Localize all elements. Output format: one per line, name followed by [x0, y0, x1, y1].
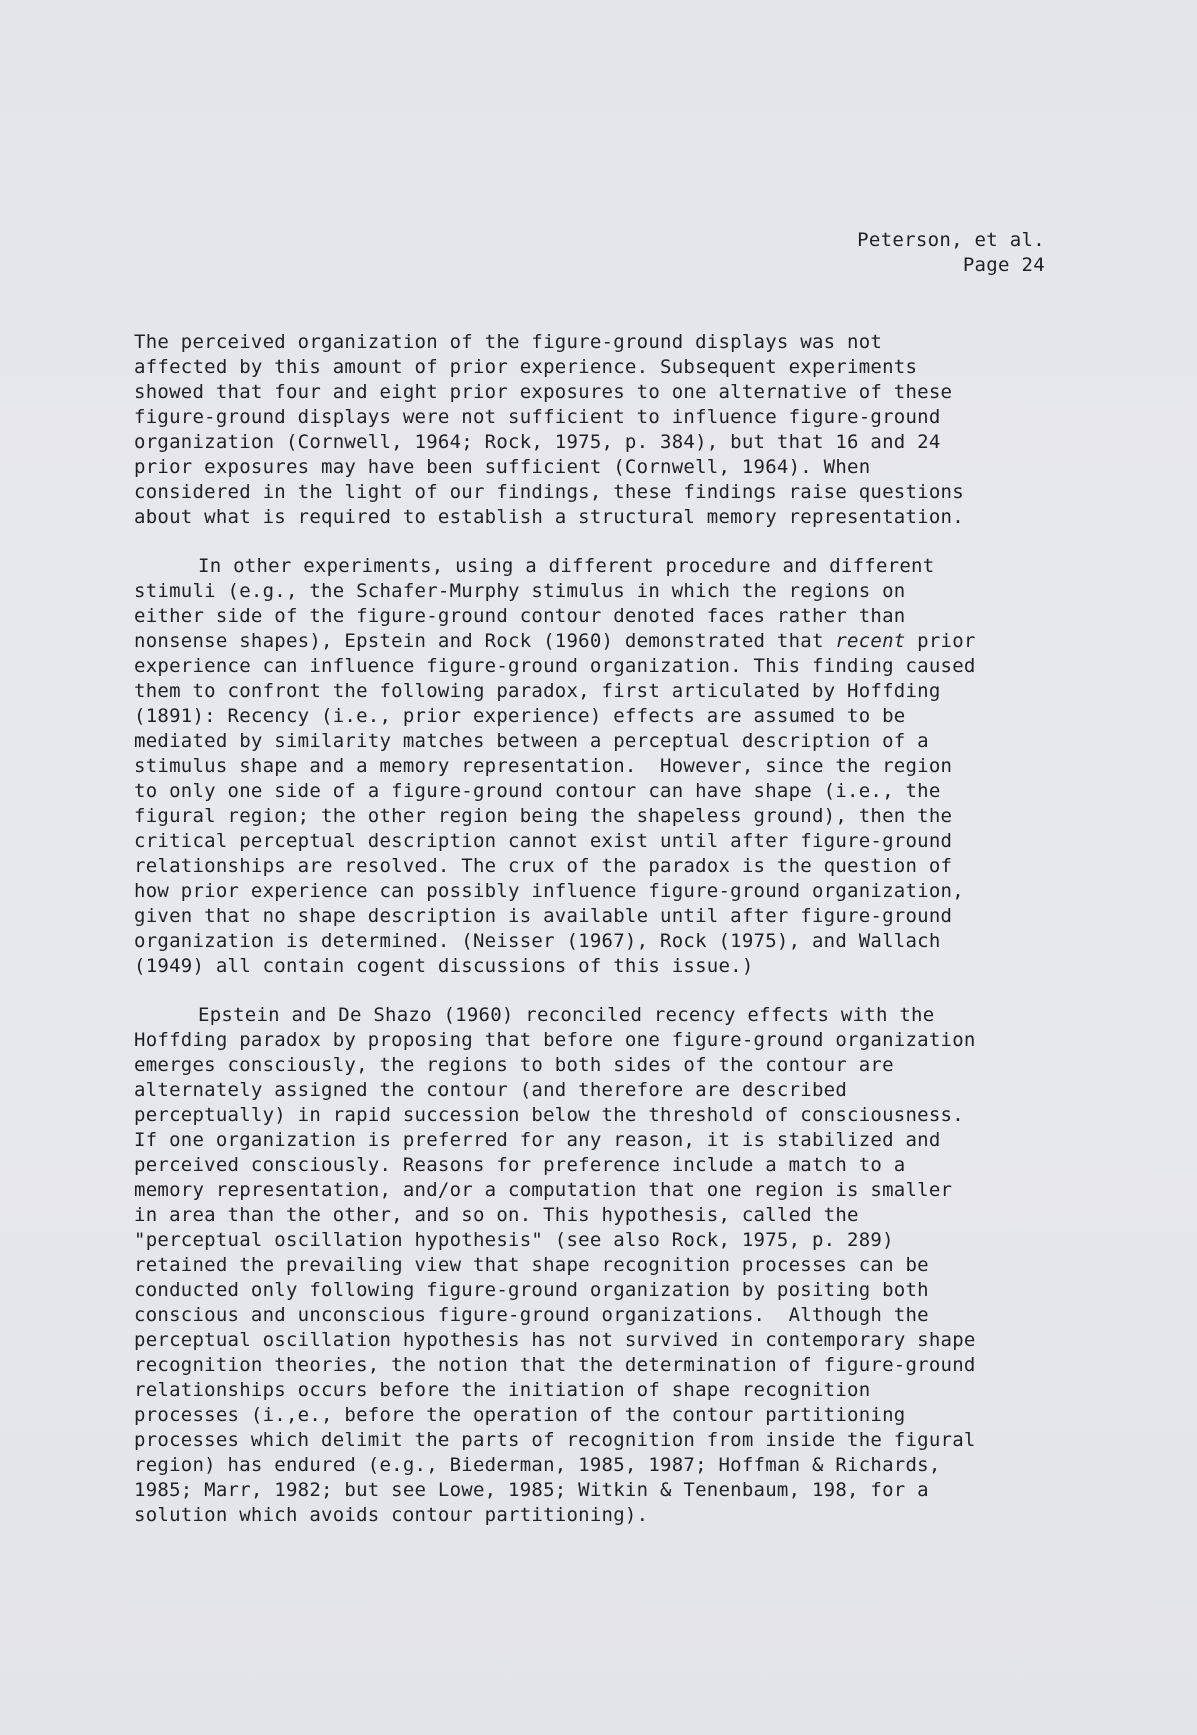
text-line: in area than the other, and so on. This hypothesis, called the: [134, 1204, 859, 1226]
text-line: emerges consciously, the regions to both sides of the contour are: [134, 1054, 894, 1076]
text-line: experience can influence figure-ground organization. This finding caused: [134, 655, 976, 677]
emphasis-text: recent: [835, 630, 906, 652]
text-line: prior exposures may have been sufficient (Cornwell, 1964). When: [134, 456, 871, 478]
text-line: critical perceptual description cannot exist until after figure-ground: [134, 830, 953, 852]
text-line: If one organization is preferred for any reason, it is stabilized and: [134, 1129, 941, 1151]
text-line: to only one side of a figure-ground contour can have shape (i.e., the: [134, 780, 941, 802]
text-line: affected by this amount of prior experience. Subsequent experiments: [134, 356, 918, 378]
header-page-number: Page 24: [962, 254, 1045, 276]
text-line: about what is required to establish a structural memory representation.: [134, 506, 964, 528]
text-line: relationships are resolved. The crux of the paradox is the question of: [134, 855, 953, 877]
text-line: "perceptual oscillation hypothesis" (see also Rock, 1975, p. 289): [134, 1229, 894, 1251]
text-line: stimulus shape and a memory representation. However, since the region: [134, 755, 953, 777]
text-line: them to confront the following paradox, first articulated by Hoffding: [134, 680, 941, 702]
text-line: retained the prevailing view that shape recognition processes can be: [134, 1254, 929, 1276]
page-header: [857, 228, 1045, 278]
paragraph-1: [134, 330, 1064, 530]
paragraph-3: [134, 1003, 1064, 1528]
text-line: organization is determined. (Neisser (1967), Rock (1975), and Wallach: [134, 930, 941, 952]
text-line: conscious and unconscious figure-ground organizations. Although the: [134, 1304, 929, 1326]
text-line: Epstein and De Shazo (1960) reconciled recency effects with the: [198, 1004, 935, 1026]
text-line: recognition theories, the notion that the determination of figure-ground: [134, 1354, 976, 1376]
text-line: 1985; Marr, 1982; but see Lowe, 1985; Witkin & Tenenbaum, 198, for a: [134, 1479, 929, 1501]
text-line: The perceived organization of the figure-ground displays was not: [134, 331, 883, 353]
text-line: organization (Cornwell, 1964; Rock, 1975, p. 384), but that 16 and 24: [134, 431, 941, 453]
header-author: Peterson, et al.: [857, 229, 1045, 251]
paragraph-2: [134, 554, 1064, 979]
text-line: either side of the figure-ground contour denoted faces rather than: [134, 605, 906, 627]
text-line: figure-ground displays were not sufficient to influence figure-ground: [134, 406, 941, 428]
text-line: perceived consciously. Reasons for preference include a match to a: [134, 1154, 906, 1176]
text-line: nonsense shapes), Epstein and Rock (1960) demonstrated that recent prior: [134, 630, 976, 652]
text-line: processes which delimit the parts of recognition from inside the figural: [134, 1429, 976, 1451]
text-line: Hoffding paradox by proposing that before one figure-ground organization: [134, 1029, 976, 1051]
text-line: region) has endured (e.g., Biederman, 1985, 1987; Hoffman & Richards,: [134, 1454, 941, 1476]
text-line: mediated by similarity matches between a perceptual description of a: [134, 730, 929, 752]
text-line: perceptual oscillation hypothesis has not survived in contemporary shape: [134, 1329, 976, 1351]
text-line: (1949) all contain cogent discussions of this issue.): [134, 955, 754, 977]
text-line: In other experiments, using a different procedure and different: [198, 555, 935, 577]
text-line: given that no shape description is available until after figure-ground: [134, 905, 953, 927]
text-line: perceptually) in rapid succession below the threshold of consciousness.: [134, 1104, 964, 1126]
text-line: how prior experience can possibly influence figure-ground organization,: [134, 880, 964, 902]
text-line: solution which avoids contour partitioning).: [134, 1504, 649, 1526]
text-line: stimuli (e.g., the Schafer-Murphy stimulus in which the regions on: [134, 580, 906, 602]
text-line: memory representation, and/or a computation that one region is smaller: [134, 1179, 953, 1201]
text-line: considered in the light of our findings, these findings raise questions: [134, 481, 964, 503]
text-line: conducted only following figure-ground organization by positing both: [134, 1279, 929, 1301]
text-line: alternately assigned the contour (and therefore are described: [134, 1079, 848, 1101]
text-line: figural region; the other region being the shapeless ground), then the: [134, 805, 953, 827]
text-line: (1891): Recency (i.e., prior experience) effects are assumed to be: [134, 705, 906, 727]
text-line: showed that four and eight prior exposures to one alternative of these: [134, 381, 953, 403]
body-text: [134, 330, 1064, 1552]
text-line: processes (i.,e., before the operation of the contour partitioning: [134, 1404, 906, 1426]
text-line: relationships occurs before the initiation of shape recognition: [134, 1379, 871, 1401]
